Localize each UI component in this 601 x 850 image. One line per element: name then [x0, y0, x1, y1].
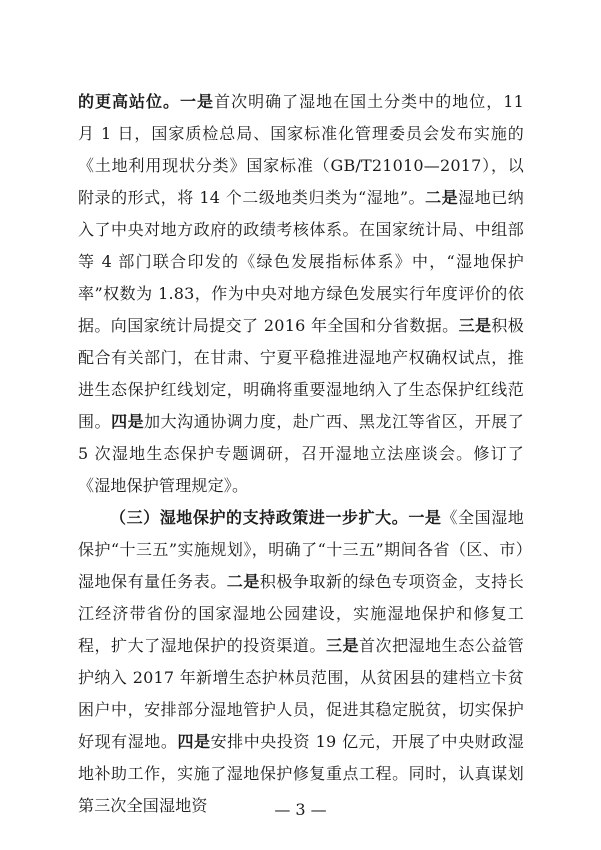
bold-marker: 一是	[408, 508, 442, 527]
bold-marker: 三是	[458, 316, 492, 335]
bold-marker: 二是	[226, 572, 260, 591]
paragraph-text: 《全国湿地保护“十三五”实施规划》，明确了“十三五”期间各省（区、市）湿地保有量任务表。	[78, 508, 524, 591]
bold-marker: 四是	[111, 412, 145, 431]
paragraph-text: 首次明确了湿地在国土分类中的地位，11 月 1 日，国家质检总局、国家标准化管理委员会发布实施的《土地利用现状分类》国家标准（GB/T21010—2017），以附录的形式，将 14 个二级地类归类为“湿地”。	[78, 92, 524, 207]
body-text	[78, 86, 524, 822]
bold-marker: 二是	[425, 188, 459, 207]
bold-marker: 三是	[325, 636, 360, 655]
section-paragraph	[78, 502, 524, 822]
page-number: — 3 —	[274, 800, 327, 819]
paragraph-text: 积极争取新的绿色专项资金，支持长江经济带省份的国家湿地公园建设，实施湿地保护和修复工程，扩大了湿地保护的投资渠道。	[78, 572, 524, 655]
bold-lead-phrase: 的更高站位。一是	[78, 92, 215, 111]
paragraph-text: 湿地已纳入了中央对地方政府的政绩考核体系。在国家统计局、中组部等 4 部门联合印发的《绿色发展指标体系》中，“湿地保护率”权数为 1.83，作为中央对地方绿色发展实行年度评价的依据。向国家统计局提交了 2016 年全国和分省数据。	[78, 188, 524, 335]
paragraph-text: 首次把湿地生态公益管护纳入 2017 年新增生态护林员范围，从贫困县的建档立卡贫困户中，安排部分湿地管护人员，促进其稳定脱贫，切实保护好现有湿地。	[78, 636, 524, 751]
paragraph-text: 安排中央投资 19 亿元，开展了中央财政湿地补助工作，实施了湿地保护修复重点工程。同时，认真谋划第三次全国湿地资	[78, 732, 525, 815]
section-heading: （三）湿地保护的支持政策进一步扩大。	[110, 508, 409, 527]
paragraph-continuation	[78, 86, 524, 502]
bold-marker: 四是	[177, 732, 211, 751]
paragraph-text: 积极配合有关部门，在甘肃、宁夏平稳推进湿地产权确权试点，推进生态保护红线划定，明确将重要湿地纳入了生态保护红线范围。	[78, 316, 524, 431]
paragraph-text: 加大沟通协调力度，赴广西、黑龙江等省区，开展了 5 次湿地生态保护专题调研，召开湿地立法座谈会。修订了《湿地保护管理规定》。	[78, 412, 524, 495]
